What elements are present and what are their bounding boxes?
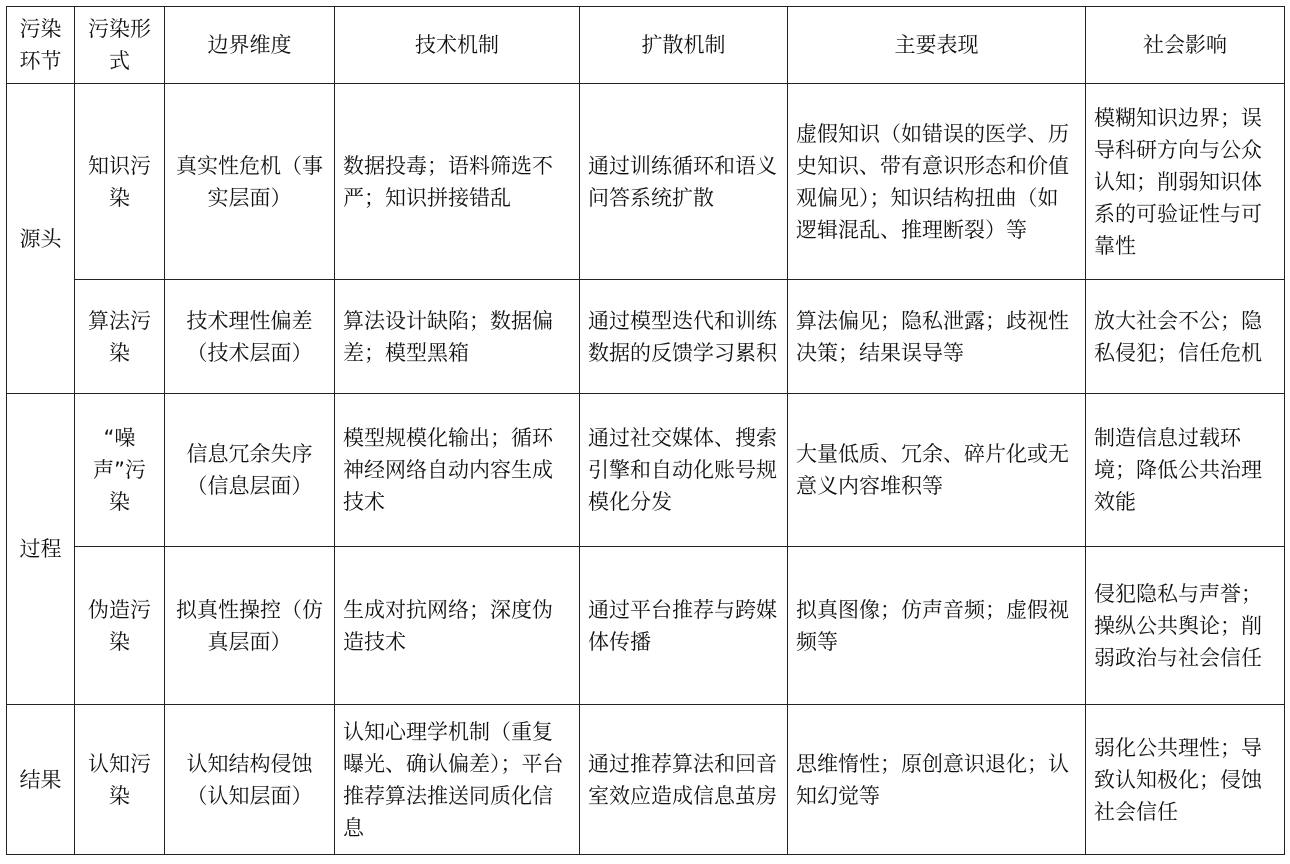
impact-cell: 侵犯隐私与声誉；操纵公共舆论；削弱政治与社会信任 <box>1086 547 1285 705</box>
spread-cell: 通过平台推荐与跨媒体传播 <box>580 547 788 705</box>
type-cell: 算法污染 <box>75 280 165 394</box>
pollution-table <box>6 6 1285 855</box>
header-stage: 污染环节 <box>7 7 75 84</box>
table-row <box>7 394 1285 547</box>
type-cell: 认知污染 <box>75 705 165 855</box>
boundary-cell: 认知结构侵蚀（认知层面） <box>165 705 335 855</box>
boundary-cell: 技术理性偏差（技术层面） <box>165 280 335 394</box>
stage-cell: 过程 <box>7 394 75 705</box>
boundary-cell: 真实性危机（事实层面） <box>165 84 335 280</box>
spread-cell: 通过训练循环和语义问答系统扩散 <box>580 84 788 280</box>
tech-cell: 数据投毒；语料筛选不严；知识拼接错乱 <box>335 84 580 280</box>
spread-cell: 通过社交媒体、搜索引擎和自动化账号规模化分发 <box>580 394 788 547</box>
tech-cell: 模型规模化输出；循环神经网络自动内容生成技术 <box>335 394 580 547</box>
header-row <box>7 7 1285 84</box>
spread-cell: 通过模型迭代和训练数据的反馈学习累积 <box>580 280 788 394</box>
boundary-cell: 信息冗余失序（信息层面） <box>165 394 335 547</box>
show-cell: 虚假知识（如错误的医学、历史知识、带有意识形态和价值观偏见）；知识结构扭曲（如逻辑混乱、推理断裂）等 <box>788 84 1086 280</box>
stage-cell: 结果 <box>7 705 75 855</box>
show-cell: 拟真图像；仿声音频；虚假视频等 <box>788 547 1086 705</box>
table-row <box>7 84 1285 280</box>
impact-cell: 制造信息过载环境；降低公共治理效能 <box>1086 394 1285 547</box>
impact-cell: 弱化公共理性；导致认知极化；侵蚀社会信任 <box>1086 705 1285 855</box>
header-show: 主要表现 <box>788 7 1086 84</box>
type-cell: 伪造污染 <box>75 547 165 705</box>
impact-cell: 放大社会不公；隐私侵犯；信任危机 <box>1086 280 1285 394</box>
table-row <box>7 547 1285 705</box>
tech-cell: 认知心理学机制（重复曝光、确认偏差）；平台推荐算法推送同质化信息 <box>335 705 580 855</box>
tech-cell: 生成对抗网络；深度伪造技术 <box>335 547 580 705</box>
table-row <box>7 705 1285 855</box>
header-type: 污染形式 <box>75 7 165 84</box>
table-row <box>7 280 1285 394</box>
stage-cell: 源头 <box>7 84 75 394</box>
show-cell: 大量低质、冗余、碎片化或无意义内容堆积等 <box>788 394 1086 547</box>
show-cell: 算法偏见；隐私泄露；歧视性决策；结果误导等 <box>788 280 1086 394</box>
type-cell: “噪声”污染 <box>75 394 165 547</box>
spread-cell: 通过推荐算法和回音室效应造成信息茧房 <box>580 705 788 855</box>
header-boundary: 边界维度 <box>165 7 335 84</box>
impact-cell: 模糊知识边界；误导科研方向与公众认知；削弱知识体系的可验证性与可靠性 <box>1086 84 1285 280</box>
header-spread: 扩散机制 <box>580 7 788 84</box>
show-cell: 思维惰性；原创意识退化；认知幻觉等 <box>788 705 1086 855</box>
type-cell: 知识污染 <box>75 84 165 280</box>
boundary-cell: 拟真性操控（仿真层面） <box>165 547 335 705</box>
header-tech: 技术机制 <box>335 7 580 84</box>
tech-cell: 算法设计缺陷；数据偏差；模型黑箱 <box>335 280 580 394</box>
header-impact: 社会影响 <box>1086 7 1285 84</box>
